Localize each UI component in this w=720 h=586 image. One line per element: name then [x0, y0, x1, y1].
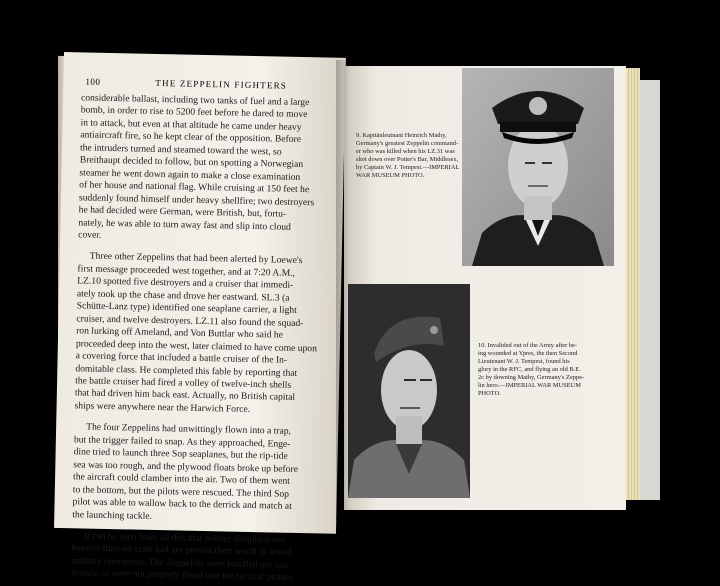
body-text — [71, 92, 325, 585]
spine-shadow — [336, 60, 350, 520]
caption-line: glory in the RFC, and flying an old B.E. — [478, 366, 581, 373]
text-line: he had decided were German, were British, but, fortu- — [78, 204, 287, 220]
text-line: LZ.10 spotted five destroyers and a cruiser that immedi- — [77, 275, 294, 292]
text-line: cruiser, and twelve destroyers. LZ.11 also found the squad- — [76, 313, 304, 329]
text-line: ron lurking off Ameland, and Von Buttlar who said he — [76, 325, 284, 341]
photo-tempest — [348, 284, 470, 498]
text-line: domitable class. He completed this fable by reporting that — [75, 362, 298, 379]
text-line: steamer he went down again to make a close examination — [79, 167, 301, 183]
text-line: cover. — [78, 229, 102, 241]
right-page — [344, 66, 626, 510]
text-line: the battle cruiser had fired a volley of twelve-inch shells — [75, 375, 292, 391]
text-line: antiaircraft fire, so he kept clear of the opposition. Before — [80, 129, 302, 146]
text-line: ships were anywhere near the Harwich Force. — [74, 400, 251, 415]
caption-line: WAR MUSEUM PHOTO. — [356, 172, 425, 179]
text-line: sea was too rough, and the plywood floats broke up before — [73, 458, 299, 475]
text-line: but the trigger failed to snap. As they approached, Enge- — [73, 434, 291, 450]
text-line: nately, he was able to turn away fast and slip into cloud — [78, 216, 292, 233]
text-line: that had driven him back east. Actually, no British capital — [74, 387, 296, 404]
text-line: Schütte-Lanz type) identified one seaplane carrier, a light — [76, 300, 297, 317]
text-line: in to attack, but even at that altitude he came under heavy — [80, 117, 302, 133]
text-line: Three other Zeppelins that had been alerted by Loewe's — [89, 251, 303, 267]
text-line: the intruders turned and steamed toward the west, so — [79, 142, 282, 158]
text-line: tiously, or were not properly fitted into the tactical picture. — [70, 567, 296, 584]
text-line: It can be seen from all this that neither dirigibles nor — [83, 530, 286, 546]
left-page — [54, 52, 346, 584]
text-line: Breithaupt decided to follow, but on spotting a Norwegian — [79, 154, 304, 171]
caption-line: Germany's greatest Zeppelin command- — [356, 140, 459, 147]
caption-line: 9. Kapitänleutnant Heinrich Mathy, — [356, 132, 447, 139]
photo-mathy — [462, 68, 614, 266]
photo-caption-mathy — [356, 132, 464, 180]
text-line: proceeded deep into the west, later claimed to have come upon — [75, 337, 318, 354]
photo-caption-tempest — [478, 342, 618, 398]
text-line: suddenly found himself under heavy shellfire; two destroyers — [78, 191, 315, 208]
text-line: to the bottom, but the pilots were rescued. The third Sop — [72, 483, 290, 500]
page-number: 100 — [85, 76, 101, 87]
caption-line: 10. Invalided out of the Army after be- — [478, 342, 578, 349]
running-title: THE ZEPPELIN FIGHTERS — [155, 77, 288, 91]
caption-line: shot down over Potter's Bar, Middlesex, — [356, 156, 459, 163]
caption-line: 2c by downing Mathy, Germany's Zeppe- — [478, 374, 585, 381]
text-line: the launching tackle. — [72, 508, 153, 522]
caption-line: er who was killed when his LZ.31 was — [356, 148, 455, 155]
text-line: bomb, in order to rise to 5200 feet before he dared to move — [80, 104, 308, 121]
text-line: of her house and national flag. While cruising at 150 feet he — [79, 179, 310, 196]
text-line: ately took up the chase and drove her eastward. SL.3 (a — [76, 288, 290, 304]
text-line: military operations. The Zeppelins were handled too cau- — [71, 555, 292, 571]
text-line: the aircraft could clamber into the air. Two of them went — [72, 471, 290, 487]
text-line: considerable ballast, including two tanks of fuel and a large — [80, 92, 310, 109]
caption-line: ing wounded at Ypres, the then Second — [478, 350, 578, 357]
text-line: The four Zeppelins had unwittingly flown into a trap, — [86, 421, 292, 438]
text-line: pilot was able to wallow back to the derrick and match at — [72, 496, 292, 512]
text-line: heavier-than-air craft had yet proved their worth in actual — [71, 542, 293, 559]
caption-line: PHOTO. — [478, 390, 501, 397]
text-line: dine tried to launch three Sop seaplanes, but the rip-tide — [73, 446, 288, 463]
caption-line: by Captain W. J. Tempest.—IMPERIAL — [356, 164, 460, 171]
caption-line: Lieutenant W. J. Tempest, found his — [478, 358, 570, 365]
text-line: a covering force that included a battle cruiser of the In- — [75, 350, 288, 366]
caption-line: lin hero.—IMPERIAL WAR MUSEUM — [478, 382, 581, 389]
text-line: first message proceeded west together, and at 7:20 A.M., — [77, 263, 296, 279]
